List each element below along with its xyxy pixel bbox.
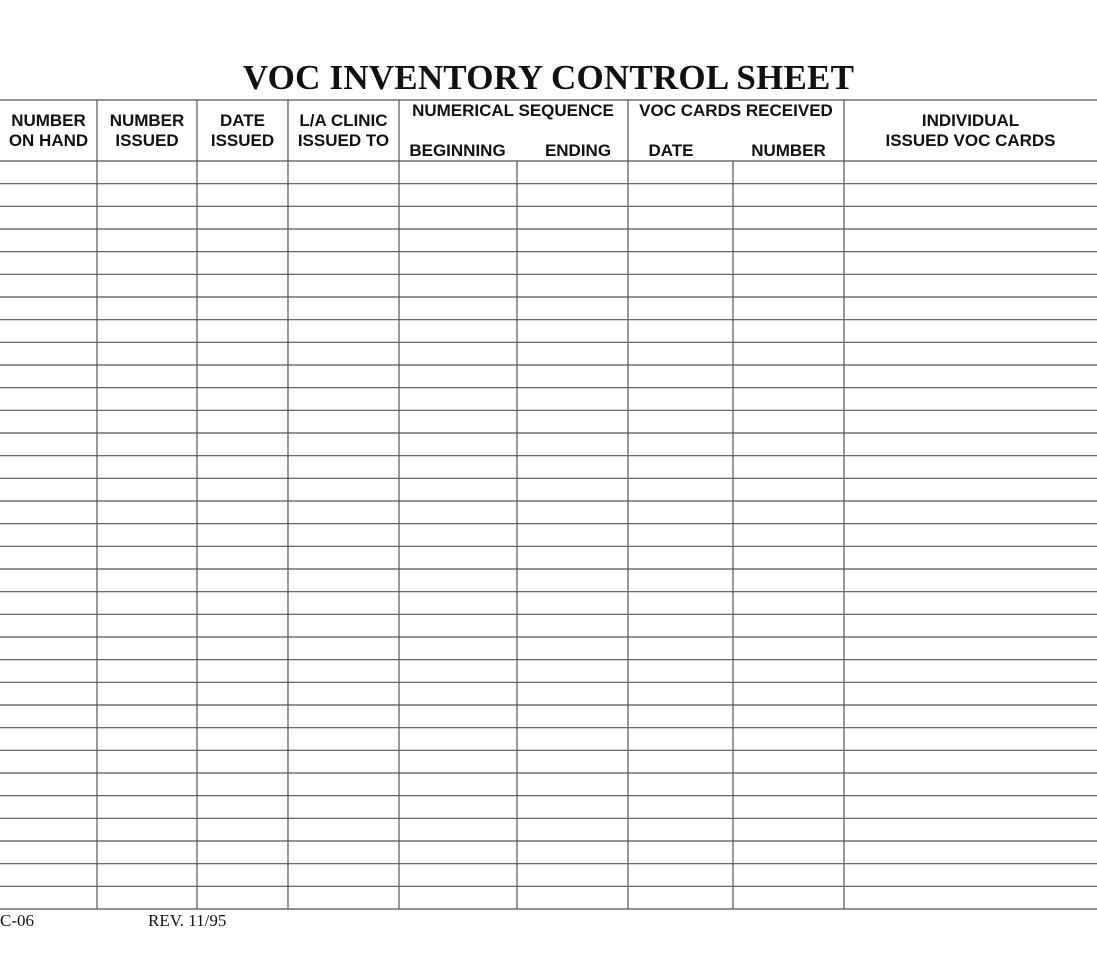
header-date-issued xyxy=(197,111,288,151)
header-number-issued-line2: ISSUED xyxy=(115,131,179,150)
header-number-issued-line1: NUMBER xyxy=(109,111,185,130)
header-number-on-hand-line1: NUMBER xyxy=(11,111,86,130)
header-la-clinic-line1: L/A CLINIC xyxy=(299,111,388,130)
revision-label: REV. 11/95 xyxy=(148,911,227,930)
header-number-on-hand-line2: ON HAND xyxy=(8,131,89,150)
header-voc-cards-received: VOC CARDS RECEIVED xyxy=(639,101,833,120)
header-number-on-hand xyxy=(0,111,97,151)
header-beginning: BEGINNING xyxy=(409,141,506,160)
header-date-issued-line1: DATE xyxy=(219,111,265,130)
header-la-clinic-line2: ISSUED TO xyxy=(297,131,390,150)
header-la-clinic xyxy=(288,111,399,151)
form-code: C-06 xyxy=(0,911,34,930)
header-number-issued xyxy=(97,111,197,151)
header-ending: ENDING xyxy=(544,141,612,160)
header-individual xyxy=(844,111,1097,151)
header-date-issued-line2: ISSUED xyxy=(210,131,275,150)
page-title: VOC INVENTORY CONTROL SHEET xyxy=(242,58,855,97)
header-numerical-sequence: NUMERICAL SEQUENCE xyxy=(412,101,614,120)
header-received-number: NUMBER xyxy=(751,141,826,160)
header-individual-line2: ISSUED VOC CARDS xyxy=(885,131,1056,150)
header-individual-line1: INDIVIDUAL xyxy=(921,111,1020,130)
header-received-date: DATE xyxy=(648,141,694,160)
